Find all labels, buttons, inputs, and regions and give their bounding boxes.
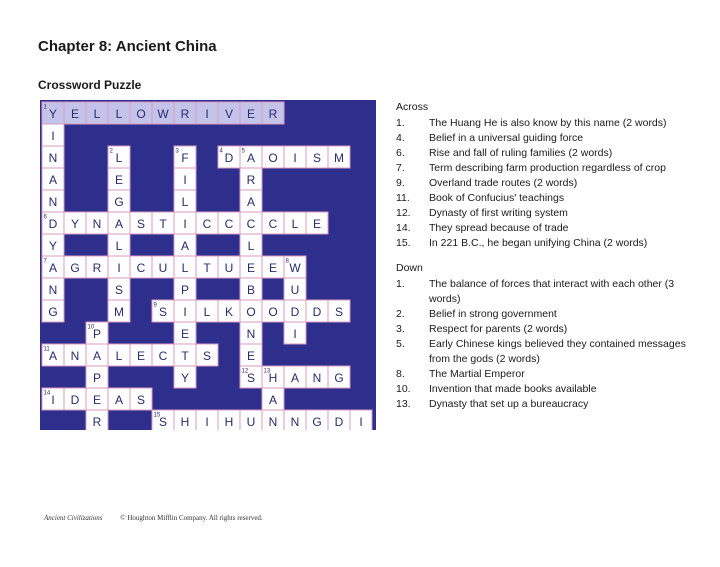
clue-text: Book of Confucius' teachings (429, 192, 565, 204)
cell-letter: U (246, 415, 256, 429)
cell-letter: A (180, 239, 190, 253)
cell-letter: R (268, 107, 278, 121)
cell-letter: I (293, 151, 297, 165)
cell-letter: D (70, 393, 80, 407)
cell-letter: F (181, 151, 189, 165)
cell-letter: R (180, 107, 190, 121)
across-clue (396, 146, 706, 161)
down-clue (396, 397, 706, 412)
cell-letter: N (48, 151, 58, 165)
cell-letter: E (114, 173, 124, 187)
cell-letter: U (158, 261, 168, 275)
clue-text: Rise and fall of ruling families (2 words) (429, 147, 613, 159)
cell-letter: G (70, 261, 80, 275)
cell-letter: W (289, 261, 301, 275)
across-clue-list (396, 116, 706, 251)
clue-number: 6. (396, 147, 405, 159)
down-section (396, 261, 706, 412)
cell-letter: O (136, 107, 146, 121)
cell-letter: T (181, 349, 189, 363)
cell-letter: A (114, 393, 124, 407)
clue-text: Respect for parents (2 words) (429, 323, 568, 335)
cell-letter: S (158, 415, 168, 429)
cell-letter: E (180, 327, 190, 341)
cell-letter: A (48, 261, 58, 275)
cell-clue-number: 1 (43, 104, 47, 111)
clue-number: 1. (396, 278, 405, 290)
clue-text: Early Chinese kings believed they contained messages from the gods (2 words) (429, 338, 686, 365)
clue-text: Dynasty that set up a bureaucracy (429, 398, 589, 410)
cell-letter: I (293, 327, 297, 341)
cell-letter: V (224, 107, 234, 121)
cell-clue-number: 13 (263, 368, 271, 375)
cell-letter: L (203, 305, 211, 319)
cell-letter: T (203, 261, 211, 275)
footer-copyright: © Houghton Mifflin Company. All rights reserved. (120, 514, 263, 522)
cell-letter: T (159, 217, 167, 231)
cell-letter: Y (48, 239, 58, 253)
cell-letter: L (115, 349, 123, 363)
cell-letter: C (158, 349, 168, 363)
clue-text: The Martial Emperor (429, 368, 525, 380)
cell-letter: E (312, 217, 322, 231)
clue-text: They spread because of trade (429, 222, 569, 234)
cell-letter: R (246, 173, 256, 187)
cell-clue-number: 6 (43, 214, 47, 221)
clue-number: 9. (396, 177, 405, 189)
cell-letter: I (359, 415, 363, 429)
cell-letter: N (48, 195, 58, 209)
cell-letter: W (157, 107, 169, 121)
cell-letter: S (202, 349, 212, 363)
cell-letter: N (290, 415, 300, 429)
puzzle-subtitle: Crossword Puzzle (38, 78, 142, 92)
cell-letter: Y (180, 371, 190, 385)
cell-clue-number: 14 (43, 390, 51, 397)
cell-letter: R (92, 415, 102, 429)
cell-letter: E (136, 349, 146, 363)
cell-letter: K (224, 305, 234, 319)
across-clue (396, 176, 706, 191)
cell-letter: I (205, 107, 209, 121)
cell-letter: H (268, 371, 278, 385)
cell-letter: N (312, 371, 322, 385)
cell-letter: M (114, 305, 124, 319)
cell-letter: L (181, 261, 189, 275)
cell-letter: S (136, 217, 146, 231)
cell-letter: I (51, 393, 55, 407)
cell-letter: I (51, 129, 55, 143)
cell-letter: H (224, 415, 234, 429)
down-clue (396, 367, 706, 382)
cell-clue-number: 15 (153, 412, 161, 419)
down-clue (396, 337, 706, 367)
cell-letter: L (291, 217, 299, 231)
cell-clue-number: 4 (219, 148, 223, 155)
cell-clue-number: 2 (109, 148, 113, 155)
cell-letter: D (334, 415, 344, 429)
cell-letter: A (48, 173, 58, 187)
clue-number: 5. (396, 338, 405, 350)
down-heading: Down (396, 262, 423, 274)
cell-clue-number: 10 (87, 324, 95, 331)
cell-letter: G (48, 305, 58, 319)
cell-letter: P (92, 327, 102, 341)
cell-letter: N (48, 283, 58, 297)
cell-letter: C (202, 217, 212, 231)
cell-letter: G (114, 195, 124, 209)
across-clue (396, 236, 706, 251)
cell-letter: A (246, 151, 256, 165)
cell-letter: A (268, 393, 278, 407)
cell-letter: S (246, 371, 256, 385)
across-clue (396, 131, 706, 146)
clue-text: The balance of forces that interact with each other (3 words) (429, 278, 675, 305)
across-clue (396, 206, 706, 221)
cell-letter: R (92, 261, 102, 275)
cell-letter: O (246, 305, 256, 319)
cell-letter: N (268, 415, 278, 429)
cell-letter: C (268, 217, 278, 231)
cell-clue-number: 5 (241, 148, 245, 155)
across-clue (396, 191, 706, 206)
cell-letter: A (48, 349, 58, 363)
clue-number: 2. (396, 308, 405, 320)
cell-letter: E (92, 393, 102, 407)
page-footer (44, 514, 263, 522)
clue-number: 4. (396, 132, 405, 144)
cell-letter: A (290, 371, 300, 385)
cell-letter: I (183, 173, 187, 187)
cell-letter: I (183, 305, 187, 319)
clue-number: 1. (396, 117, 405, 129)
cell-letter: I (117, 261, 121, 275)
clue-number: 15. (396, 237, 411, 249)
cell-letter: D (290, 305, 300, 319)
cell-letter: P (180, 283, 190, 297)
cell-letter: M (334, 151, 344, 165)
crossword-grid[interactable] (40, 100, 376, 430)
page-title: Chapter 8: Ancient China (38, 38, 217, 55)
cell-letter: L (181, 195, 189, 209)
cell-letter: U (290, 283, 300, 297)
cell-letter: D (224, 151, 234, 165)
cell-letter: G (334, 371, 344, 385)
cell-letter: C (136, 261, 146, 275)
clue-text: Dynasty of first writing system (429, 207, 568, 219)
cell-letter: O (268, 305, 278, 319)
footer-book-title: Ancient Civilizations (44, 514, 103, 522)
cell-letter: D (312, 305, 322, 319)
down-clue (396, 382, 706, 397)
clue-number: 10. (396, 383, 411, 395)
cell-letter: N (246, 327, 256, 341)
clue-text: Overland trade routes (2 words) (429, 177, 578, 189)
clue-number: 14. (396, 222, 411, 234)
cell-letter: C (224, 217, 234, 231)
clues-panel (396, 100, 706, 412)
across-clue (396, 161, 706, 176)
across-heading: Across (396, 101, 429, 113)
down-clue-list (396, 277, 706, 412)
cell-letter: G (312, 415, 322, 429)
cell-letter: E (70, 107, 80, 121)
clue-text: Invention that made books available (429, 383, 597, 395)
cell-letter: H (180, 415, 190, 429)
cell-letter: S (334, 305, 344, 319)
cell-letter: A (114, 217, 124, 231)
cell-clue-number: 8 (285, 258, 289, 265)
cell-letter: N (70, 349, 80, 363)
clue-text: In 221 B.C., he began unifying China (2 words) (429, 237, 648, 249)
cell-clue-number: 7 (43, 258, 47, 265)
clue-text: Belief in strong government (429, 308, 557, 320)
cell-letter: D (48, 217, 58, 231)
cell-letter: L (115, 107, 123, 121)
clue-number: 3. (396, 323, 405, 335)
down-clue (396, 307, 706, 322)
cell-letter: A (246, 195, 256, 209)
cell-letter: E (246, 107, 256, 121)
cell-letter: L (115, 151, 123, 165)
cell-letter: I (205, 415, 209, 429)
cell-clue-number: 3 (175, 148, 179, 155)
cell-letter: O (268, 151, 278, 165)
cell-letter: S (114, 283, 124, 297)
across-section (396, 100, 706, 251)
cell-clue-number: 11 (43, 346, 50, 353)
clue-text: Term describing farm production regardless of crop (429, 162, 666, 174)
clue-text: Belief in a universal guiding force (429, 132, 584, 144)
clue-number: 8. (396, 368, 405, 380)
down-clue (396, 322, 706, 337)
across-clue (396, 221, 706, 236)
clue-number: 13. (396, 398, 411, 410)
cell-letter: E (246, 349, 256, 363)
cell-letter: E (246, 261, 256, 275)
cell-letter: Y (48, 107, 58, 121)
cell-clue-number: 12 (241, 368, 249, 375)
cell-letter: L (93, 107, 101, 121)
cell-clue-number: 9 (153, 302, 157, 309)
across-clue (396, 116, 706, 131)
cell-letter: E (268, 261, 278, 275)
clue-number: 11. (396, 192, 410, 204)
cell-letter: P (92, 371, 102, 385)
cell-letter: Y (70, 217, 80, 231)
cell-letter: U (224, 261, 234, 275)
cell-letter: A (92, 349, 102, 363)
cell-letter: L (247, 239, 255, 253)
clue-text: The Huang He is also know by this name (2 words) (429, 117, 667, 129)
cell-letter: N (92, 217, 102, 231)
cell-letter: C (246, 217, 256, 231)
down-clue (396, 277, 706, 307)
cell-letter: S (312, 151, 322, 165)
cell-letter: L (115, 239, 123, 253)
cell-letter: B (246, 283, 256, 297)
cell-letter: I (183, 217, 187, 231)
clue-number: 7. (396, 162, 405, 174)
cell-letter: S (136, 393, 146, 407)
cell-letter: S (158, 305, 168, 319)
clue-number: 12. (396, 207, 411, 219)
